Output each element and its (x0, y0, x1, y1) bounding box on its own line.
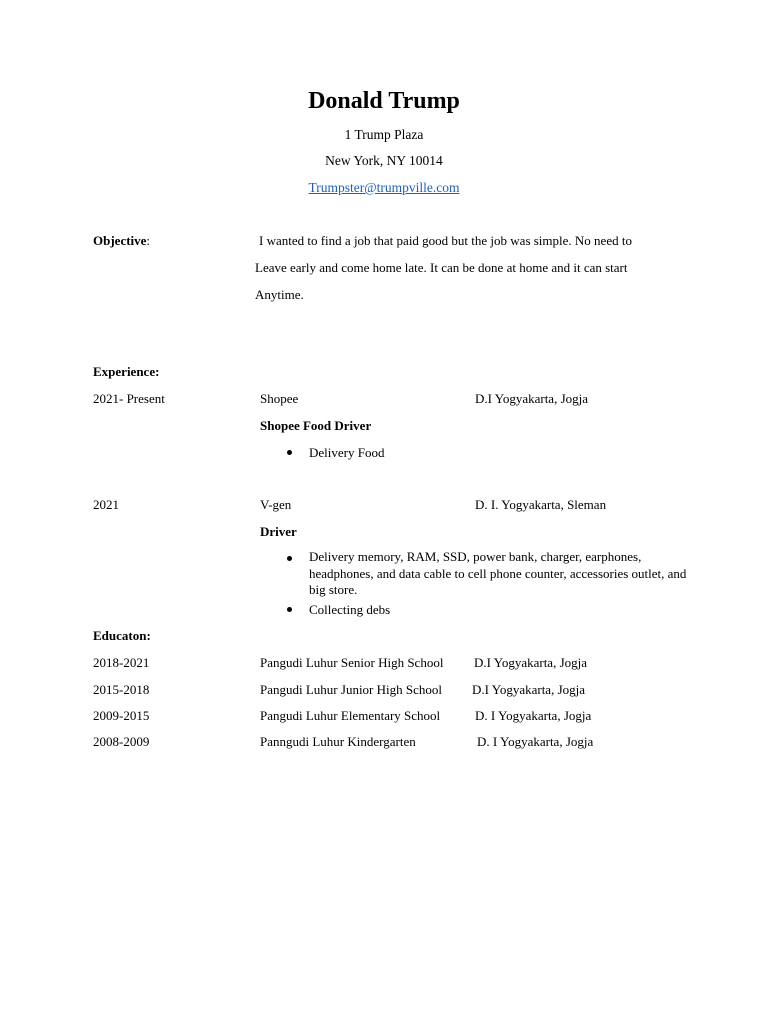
experience-heading: Experience: (93, 364, 160, 379)
education-location: D. I Yogyakarta, Jogja (475, 708, 592, 723)
education-years: 2018-2021 (93, 655, 150, 670)
experience-bullet: Delivery Food (309, 445, 385, 460)
education-years: 2009-2015 (93, 708, 150, 723)
education-location: D.I Yogyakarta, Jogja (474, 655, 588, 670)
address-line-2: New York, NY 10014 (325, 153, 443, 168)
objective-label: Objective (93, 233, 147, 248)
objective-line-3: Anytime. (255, 287, 304, 302)
objective-line-2: Leave early and come home late. It can be done at home and it can start (255, 260, 628, 275)
objective-line-1: I wanted to find a job that paid good but the job was simple. No need to (259, 233, 632, 248)
experience-bullet: Delivery memory, RAM, SSD, power bank, charger, earphones, headphones, and data cable to cell phone counter, accessories outlet, and big store. (309, 549, 687, 597)
email-row (0, 181, 768, 195)
resume-name: Donald Trump (308, 88, 460, 114)
bullet-icon (287, 556, 292, 561)
education-school: Pangudi Luhur Senior High School (260, 655, 444, 670)
experience-company: V-gen (260, 497, 292, 512)
education-school: Panngudi Luhur Kindergarten (260, 734, 416, 749)
experience-years: 2021- Present (93, 391, 165, 406)
education-years: 2015-2018 (93, 682, 150, 697)
bullet-icon (287, 450, 292, 455)
experience-bullet: Collecting debs (309, 602, 391, 617)
education-school: Pangudi Luhur Junior High School (260, 682, 442, 697)
experience-location: D. I. Yogyakarta, Sleman (475, 497, 607, 512)
bullet-icon (287, 607, 292, 612)
address-line-1: 1 Trump Plaza (344, 127, 424, 142)
education-location: D.I Yogyakarta, Jogja (472, 682, 586, 697)
experience-location: D.I Yogyakarta, Jogja (475, 391, 589, 406)
education-location: D. I Yogyakarta, Jogja (477, 734, 594, 749)
experience-company: Shopee (260, 391, 299, 406)
objective-heading (93, 234, 150, 247)
experience-years: 2021 (93, 497, 119, 512)
education-heading: Educaton: (93, 628, 151, 643)
objective-colon: : (146, 233, 151, 248)
email-link[interactable]: Trumpster@trumpville.com (308, 180, 460, 195)
experience-role: Shopee Food Driver (260, 418, 372, 433)
experience-role: Driver (260, 524, 297, 539)
education-years: 2008-2009 (93, 734, 150, 749)
education-school: Pangudi Luhur Elementary School (260, 708, 441, 723)
